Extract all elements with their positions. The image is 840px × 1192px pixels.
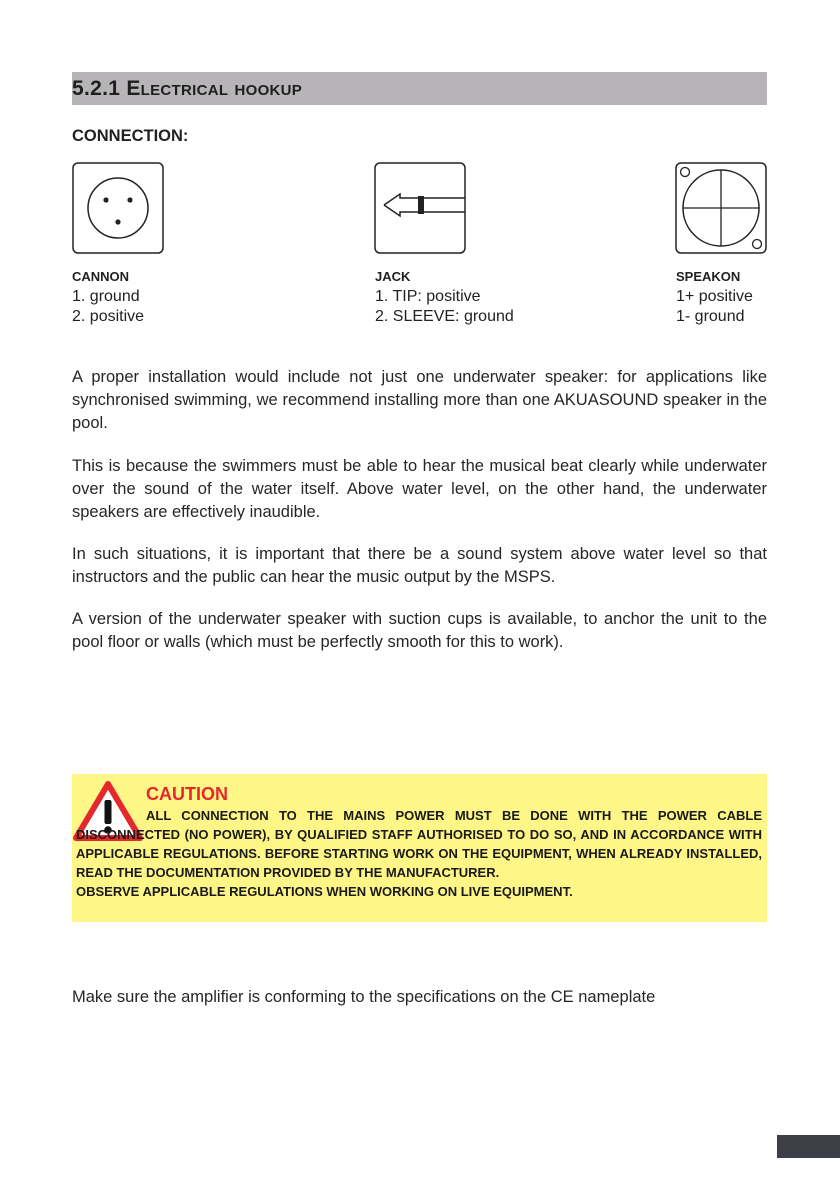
speakon-label <box>676 267 753 327</box>
jack-connector-icon <box>374 162 466 254</box>
paragraph: This is because the swimmers must be able to hear the musical beat clearly while underwater over the sound of the water itself. Above water level, on the other hand, the underwater speakers are effectively inaudible. <box>72 457 767 521</box>
section-title: 5.2.1 Electrical hookup <box>72 77 303 100</box>
amplifier-note: Make sure the amplifier is conforming to the specifications on the CE nameplate <box>72 988 656 1006</box>
caution-title: CAUTION <box>146 784 228 804</box>
page-tab <box>777 1135 840 1158</box>
connector-pin: 1. TIP: positive <box>375 288 481 305</box>
connector-name: SPEAKON <box>676 269 741 284</box>
connection-heading: CONNECTION: <box>72 127 189 145</box>
connector-pin: 2. SLEEVE: ground <box>375 308 514 325</box>
cannon-connector-icon <box>72 162 164 254</box>
paragraph: In such situations, it is important that there be a sound system above water level so that instructors and the public can hear the music output by the MSPS. <box>72 545 767 586</box>
connector-name: JACK <box>375 269 411 284</box>
speakon-connector-icon <box>675 162 767 254</box>
caution-box <box>72 774 767 922</box>
connector-pin: 1. ground <box>72 288 140 305</box>
connector-pin: 1+ positive <box>676 288 753 305</box>
jack-label <box>375 267 514 327</box>
connector-pin: 1- ground <box>676 308 745 325</box>
cannon-label <box>72 267 144 327</box>
connector-pin: 2. positive <box>72 308 145 325</box>
paragraph: A version of the underwater speaker with suction cups is available, to anchor the unit to the pool floor or walls (which must be perfectly smooth for this to work). <box>72 610 767 651</box>
connector-name: CANNON <box>72 269 130 284</box>
caution-regulations: OBSERVE APPLICABLE REGULATIONS WHEN WORKING ON LIVE EQUIPMENT. <box>76 884 573 899</box>
paragraph: A proper installation would include not just one underwater speaker: for applications like synchronised swimming, we recommend installing more than one AKUASOUND speaker in the pool. <box>72 368 767 432</box>
caution-text: ALL CONNECTION TO THE MAINS POWER MUST BE DONE WITH THE POWER CABLE DISCONNECTED (NO POWER), BY QUALIFIED STAFF AUTHORISED TO DO SO, AND IN ACCORDANCE WITH APPLICABLE REGULATIONS. BEFORE STARTING WORK ON THE EQUIPMENT, WHEN ALREADY INSTALLED, READ THE DOCUMENTATION PROVIDED BY THE MANUFACTURER. <box>76 808 762 880</box>
